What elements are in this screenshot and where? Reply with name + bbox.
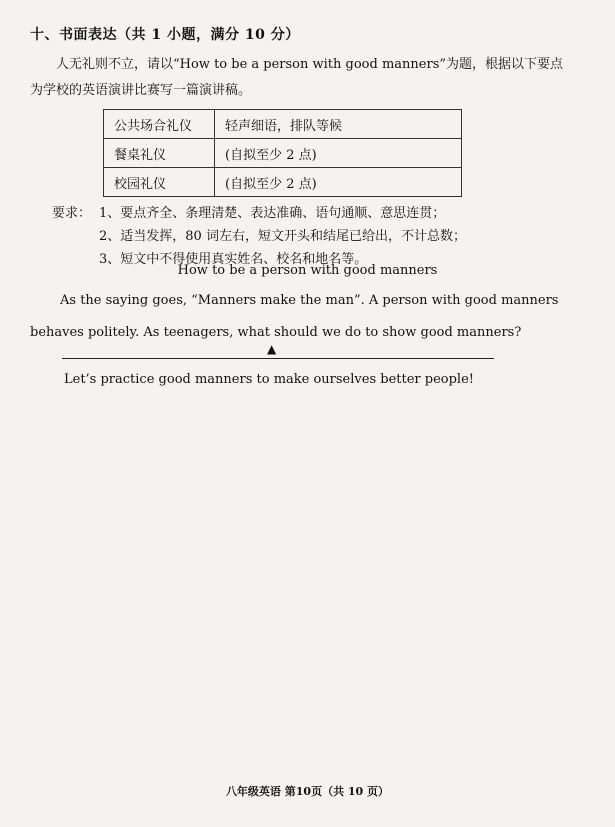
requirement-item <box>52 202 572 225</box>
table-category: 公共场合礼仪 <box>104 110 215 139</box>
table-content: (自拟至少 2 点) <box>215 139 462 168</box>
table-content: 轻声细语，排队等候 <box>215 110 462 139</box>
table-row <box>104 139 462 168</box>
answer-line <box>62 358 494 359</box>
table-content: (自拟至少 2 点) <box>215 168 462 197</box>
table-row <box>104 110 462 139</box>
essay-title: How to be a person with good manners <box>177 263 438 278</box>
requirement-text: 1、要点齐全、条理清楚、表达准确、语句通顺、意思连贯； <box>99 206 446 221</box>
section-heading: 十、书面表达（共 1 小题，满分 10 分） <box>30 27 300 43</box>
writing-prompt: 人无礼则不立，请以“How to be a person with good manners”为题，根据以下要点为学校的英语演讲比赛写一篇演讲稿。 <box>30 57 564 98</box>
requirement-item: 2、适当发挥，80 词左右，短文开头和结尾已给出，不计总数； <box>99 229 466 244</box>
requirements-label: 要求： <box>52 206 92 221</box>
requirement-item: 3、短文中不得使用真实姓名、校名和地名等。 <box>99 252 368 267</box>
essay-opening: As the saying goes, “Manners make the man”. A person with good manners behaves politely. As teenagers, what should we do to show good manners? <box>30 293 559 340</box>
table-category: 餐桌礼仪 <box>104 139 215 168</box>
etiquette-table <box>103 109 462 197</box>
essay-closing: Let’s practice good manners to make ourselves better people! <box>64 372 474 387</box>
requirements-block <box>52 202 572 271</box>
triangle-marker: ▲ <box>267 342 277 356</box>
table-category: 校园礼仪 <box>104 168 215 197</box>
table-row <box>104 168 462 197</box>
page-footer: 八年级英语 第10页（共 10 页） <box>225 785 390 798</box>
